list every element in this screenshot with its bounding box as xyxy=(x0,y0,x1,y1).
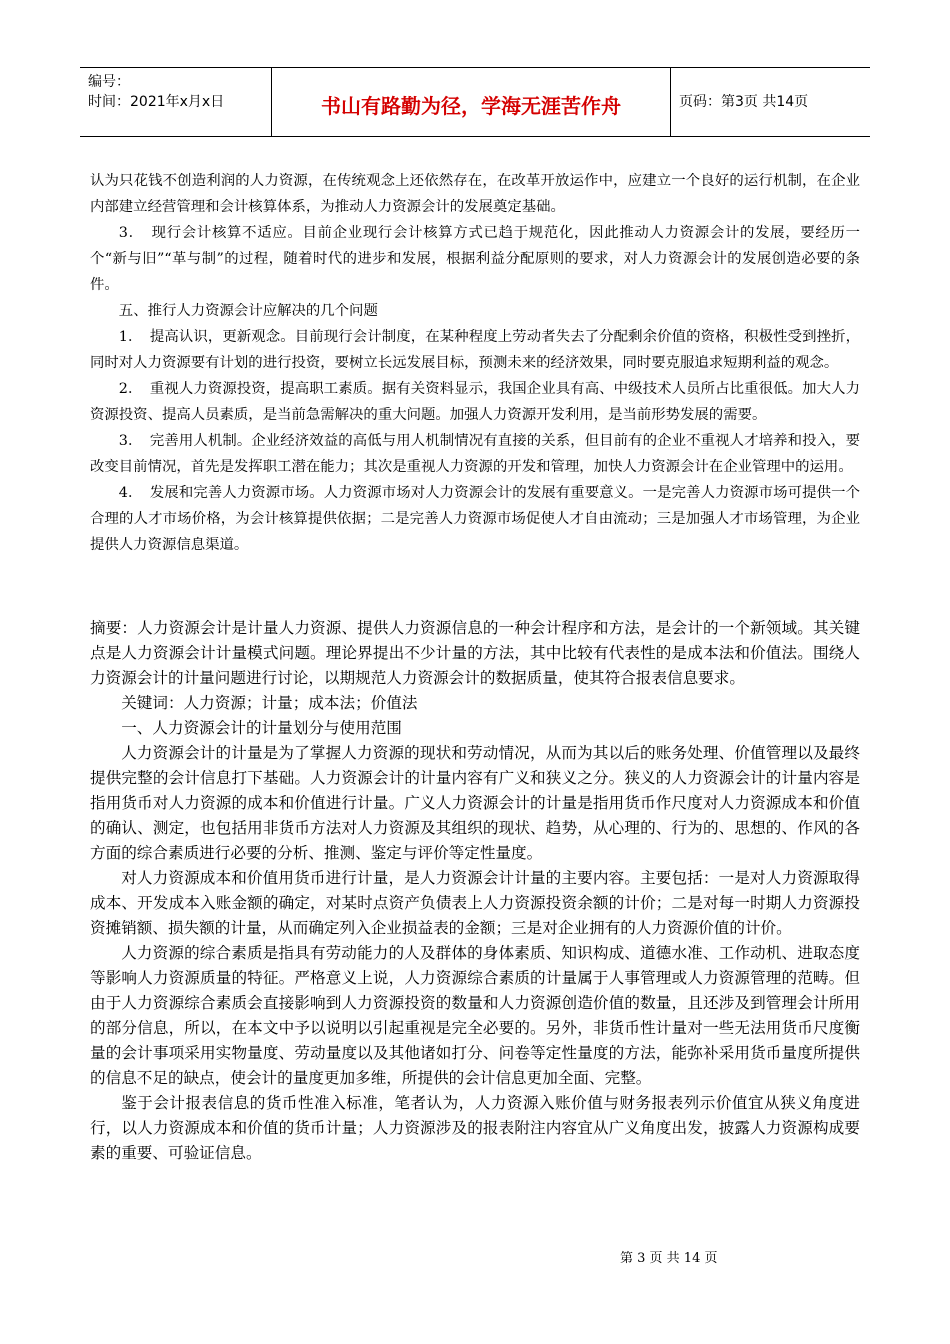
header-page-cell xyxy=(671,68,870,136)
header-motto-cell xyxy=(272,68,671,136)
page-header xyxy=(80,67,870,137)
page-footer: 第 3 页 共 14 页 xyxy=(620,1251,718,1266)
body-section-abstract xyxy=(90,616,860,1166)
document-number-label: 编号： xyxy=(88,74,130,90)
paragraph: 五、推行人力资源会计应解决的几个问题 xyxy=(118,303,378,319)
paragraph: 鉴于会计报表信息的货币性准入标准，笔者认为，人力资源入账价值与财务报表列示价值宜从狭义角度进行，以人力资源成本和价值的货币计量；人力资源涉及的报表附注内容宜从广义角度出发，披露人力资源构成要素的重要、可验证信息。 xyxy=(90,1094,860,1162)
paragraph: 关键词：人力资源；计量；成本法；价值法 xyxy=(121,694,418,712)
paragraph: 3． 完善用人机制。企业经济效益的高低与用人机制情况有直接的关系，但目前有的企业不重视人才培养和投入，要改变目前情况，首先是发挥职工潜在能力；其次是重视人力资源的开发和管理，加快人力资源会计在企业管理中的运用。 xyxy=(90,433,860,475)
header-page-info: 页码：第3页 共14页 xyxy=(679,94,809,110)
paragraph: 认为只花钱不创造利润的人力资源，在传统观念上还依然存在，在改革开放运作中，应建立一个良好的运行机制，在企业内部建立经营管理和会计核算体系，为推动人力资源会计的发展奠定基础。 xyxy=(90,173,860,215)
paragraph: 3． 现行会计核算不适应。目前企业现行会计核算方式已趋于规范化，因此推动人力资源会计的发展，要经历一个“新与旧”“革与制”的过程，随着时代的进步和发展，根据利益分配原则的要求，对人力资源会计的发展创造必要的条件。 xyxy=(90,225,860,293)
paragraph: 一、人力资源会计的计量划分与使用范围 xyxy=(121,719,402,737)
paragraph: 对人力资源成本和价值用货币进行计量，是人力资源会计计量的主要内容。主要包括：一是对人力资源取得成本、开发成本入账金额的确定，对某时点资产负债表上人力资源投资余额的计价；二是对每一时期人力资源投资摊销额、损失额的计量，从而确定列入企业损益表的金额；三是对企业拥有的人力资源价值的计价。 xyxy=(90,869,860,937)
document-time-label: 时间：2021年x月x日 xyxy=(88,94,225,110)
body-section-continued xyxy=(90,168,860,558)
header-motto: 书山有路勤为径，学海无涯苦作舟 xyxy=(321,94,621,118)
paragraph: 4． 发展和完善人力资源市场。人力资源市场对人力资源会计的发展有重要意义。一是完善人力资源市场可提供一个合理的人才市场价格，为会计核算提供依据；二是完善人力资源市场促使人才自由流动；三是加强人才市场管理，为企业提供人力资源信息渠道。 xyxy=(90,485,860,553)
paragraph: 摘要：人力资源会计是计量人力资源、提供人力资源信息的一种会计程序和方法，是会计的一个新领域。其关键点是人力资源会计计量模式问题。理论界提出不少计量的方法，其中比较有代表性的是成本法和价值法。围绕人力资源会计的计量问题进行讨论，以期规范人力资源会计的数据质量，使其符合报表信息要求。 xyxy=(90,619,860,687)
paragraph: 人力资源的综合素质是指具有劳动能力的人及群体的身体素质、知识构成、道德水准、工作动机、进取态度等影响人力资源质量的特征。严格意义上说，人力资源综合素质的计量属于人事管理或人力资源管理的范畴。但由于人力资源综合素质会直接影响到人力资源投资的数量和人力资源创造价值的数量，且还涉及到管理会计所用的部分信息，所以，在本文中予以说明以引起重视是完全必要的。另外，非货币性计量对一些无法用货币尺度衡量的会计事项采用实物量度、劳动量度以及其他诸如打分、问卷等定性量度的方法，能弥补采用货币量度所提供的信息不足的缺点，使会计的量度更加多维，所提供的会计信息更加全面、完整。 xyxy=(90,944,860,1087)
paragraph: 2． 重视人力资源投资，提高职工素质。据有关资料显示，我国企业具有高、中级技术人员所占比重很低。加大人力资源投资、提高人员素质，是当前急需解决的重大问题。加强人力资源开发利用，是当前形势发展的需要。 xyxy=(90,381,860,423)
header-meta xyxy=(80,68,272,136)
paragraph: 人力资源会计的计量是为了掌握人力资源的现状和劳动情况，从而为其以后的账务处理、价值管理以及最终提供完整的会计信息打下基础。人力资源会计的计量内容有广义和狭义之分。狭义的人力资源会计的计量内容是指用货币对人力资源的成本和价值进行计量。广义人力资源会计的计量是指用货币作尺度对人力资源成本和价值的确认、测定，也包括用非货币方法对人力资源及其组织的现状、趋势，从心理的、行为的、思想的、作风的各方面的综合素质进行必要的分析、推测、鉴定与评价等定性量度。 xyxy=(90,744,860,862)
paragraph: 1． 提高认识，更新观念。目前现行会计制度，在某种程度上劳动者失去了分配剩余价值的资格，积极性受到挫折，同时对人力资源要有计划的进行投资，要树立长远发展目标，预测未来的经济效果，同时要克服追求短期利益的观念。 xyxy=(90,329,860,371)
